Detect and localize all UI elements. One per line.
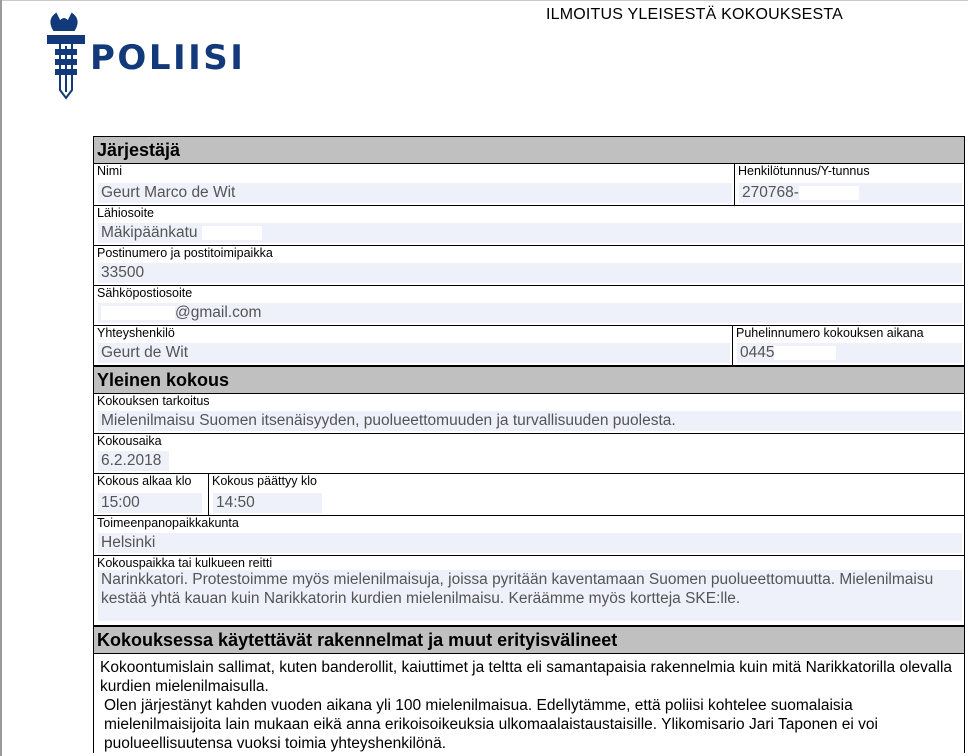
address-label: Lähiosoite — [97, 206, 154, 220]
section-organizer-header: Järjestäjä — [93, 136, 965, 164]
email-field[interactable] — [98, 303, 962, 323]
name-label: Nimi — [97, 164, 122, 178]
contact-field[interactable]: Geurt de Wit — [98, 343, 730, 363]
postal-label: Postinumero ja postitoimipaikka — [97, 246, 273, 260]
city-label: Toimeenpanopaikkakunta — [97, 516, 239, 530]
id-label: Henkilötunnus/Y-tunnus — [738, 164, 870, 178]
section-meeting-header: Yleinen kokous — [93, 366, 965, 394]
row-contact-phone — [93, 326, 965, 366]
contact-label: Yhteyshenkilö — [97, 326, 175, 340]
structures-paragraph-1: Kokoontumislain sallimat, kuten banderollit, kaiuttimet ja teltta eli samantapaisia rakennelmia kuin mitä Narikkatorilla olevalla kurdien mielenilmaisulla. — [100, 659, 953, 695]
date-field[interactable]: 6.2.2018 — [98, 451, 169, 471]
document-title: ILMOITUS YLEISESTÄ KOKOUKSESTA — [546, 6, 844, 23]
id-cell — [734, 164, 964, 205]
row-postal — [93, 246, 965, 286]
phone-value: 0445 — [740, 344, 775, 361]
redaction-mark — [799, 186, 859, 200]
phone-cell — [732, 326, 964, 365]
address-value: Mäkipäänkatu — [101, 224, 198, 241]
end-cell — [208, 474, 324, 515]
email-value: @gmail.com — [175, 304, 262, 321]
meeting-notice-form — [93, 136, 965, 756]
row-route — [93, 556, 965, 626]
redaction-mark — [202, 226, 262, 240]
route-field[interactable]: Narinkkatori. Protestoimme myös mielenilmaisuja, joissa pyritään kaventamaan Suomen puolueettomuutta. Mielenilmaisu kestää yhtä kauan kuin Narikkatorin kurdien mielenilmaisu. Keräämme myös kortteja SKE:lle. — [98, 570, 962, 621]
city-field[interactable]: Helsinki — [98, 533, 962, 553]
end-label: Kokous päättyy klo — [212, 474, 317, 488]
poliisi-logo — [44, 12, 244, 100]
sword-emblem-icon — [44, 12, 88, 100]
redaction-mark — [101, 306, 175, 320]
row-date — [93, 434, 965, 474]
start-cell — [94, 474, 208, 515]
name-cell — [94, 164, 734, 205]
row-city — [93, 516, 965, 556]
start-label: Kokous alkaa klo — [97, 474, 192, 488]
start-field[interactable]: 15:00 — [98, 493, 202, 513]
purpose-label: Kokouksen tarkoitus — [97, 394, 210, 408]
purpose-field[interactable]: Mielenilmaisu Suomen itsenäisyyden, puolueettomuuden ja turvallisuuden puolesta. — [98, 411, 962, 431]
end-field[interactable]: 14:50 — [213, 493, 322, 513]
page-left-edge — [0, 0, 2, 756]
row-address — [93, 206, 965, 246]
name-field[interactable]: Geurt Marco de Wit — [98, 183, 732, 203]
date-label: Kokousaika — [97, 434, 162, 448]
phone-field[interactable] — [737, 343, 962, 363]
id-value: 270768- — [742, 184, 799, 201]
redaction-mark — [774, 346, 836, 360]
row-name-id — [93, 164, 965, 206]
page-top-edge — [0, 0, 968, 1]
structures-paragraph-2: Olen järjestänyt kahden vuoden aikana yli 100 mielenilmaisua. Edellytämme, että poliisi kohtelee suomalaisia mielenilmaisijoita lain mukaan eikä anna erikoisoikeuksia ulkomaalaistaustaisille. Ylikomisario Jari Taponen ei voi puolueellisuutensa vuoksi toimia yhteyshenkilönä. — [104, 697, 878, 752]
address-field[interactable] — [98, 223, 962, 243]
structures-text — [93, 654, 965, 753]
section-structures-header: Kokouksessa käytettävät rakennelmat ja muut erityisvälineet — [93, 626, 965, 654]
email-label: Sähköpostiosoite — [97, 286, 193, 300]
phone-label: Puhelinnumero kokouksen aikana — [736, 326, 924, 340]
row-purpose — [93, 394, 965, 434]
contact-cell — [94, 326, 732, 365]
id-field[interactable] — [739, 183, 962, 203]
route-label: Kokouspaikka tai kulkueen reitti — [97, 556, 273, 570]
row-email — [93, 286, 965, 326]
postal-field[interactable]: 33500 — [98, 263, 962, 283]
logo-wordmark: POLIISI — [90, 38, 246, 78]
row-time — [93, 474, 965, 516]
